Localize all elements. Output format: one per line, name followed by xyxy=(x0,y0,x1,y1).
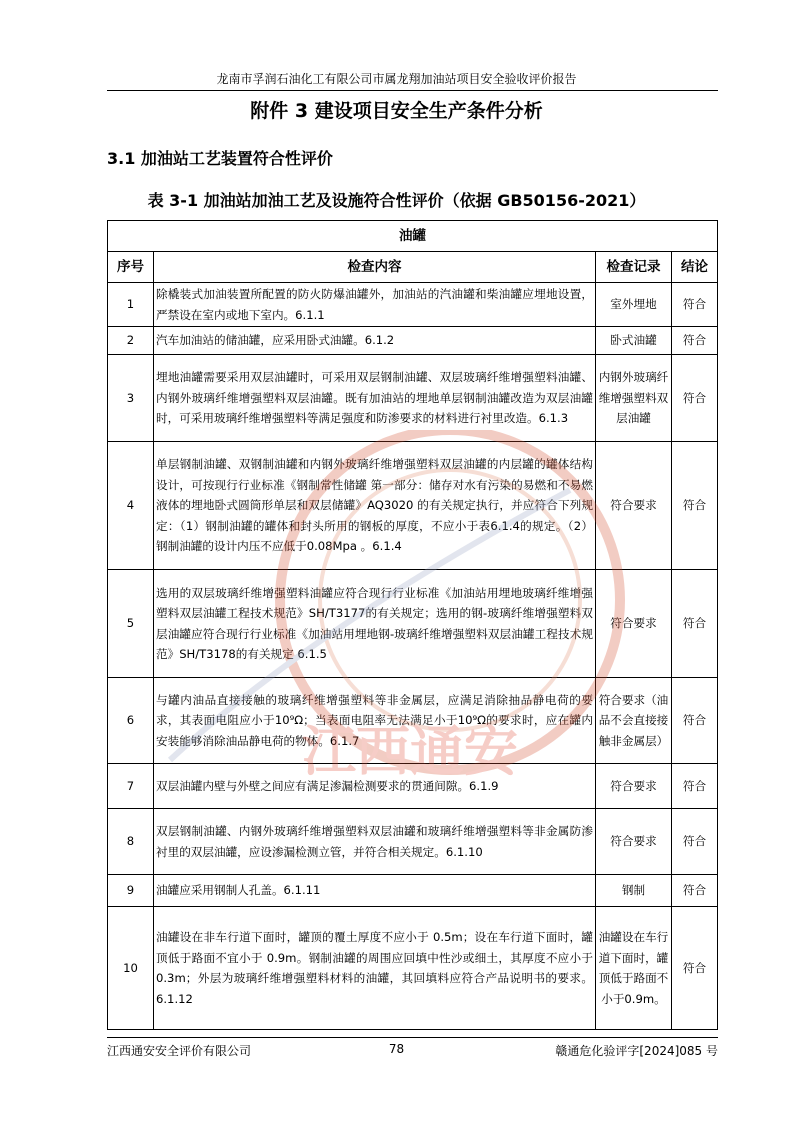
evaluation-table xyxy=(107,220,718,1030)
row-number: 4 xyxy=(108,442,154,570)
running-header: 龙南市孚润石油化工有限公司市属龙翔加油站项目安全验收评价报告 xyxy=(216,72,577,86)
row-number: 1 xyxy=(108,283,154,327)
table-row xyxy=(108,678,718,764)
table-row xyxy=(108,875,718,907)
table-row xyxy=(108,327,718,355)
row-record: 符合要求 xyxy=(596,764,672,809)
row-result: 符合 xyxy=(672,327,718,355)
row-record: 室外埋地 xyxy=(596,283,672,327)
row-record: 符合要求（油品不会直接接触非金属层） xyxy=(596,678,672,764)
row-content: 油罐设在非车行道下面时，罐顶的覆土厚度不应小于 0.5m；设在车行道下面时，罐顶低于路面不宜小于 0.9m。钢制油罐的周围应回填中性沙或细土，其厚度不应小于 0.3m；外层为玻璃纤维增强塑料材料的油罐，其回填料应符合产品说明书的要求。6.1.12 xyxy=(154,907,596,1030)
row-number: 3 xyxy=(108,355,154,442)
row-content: 与罐内油品直接接触的玻璃纤维增强塑料等非金属层，应满足消除抽品静电荷的要求，其表面电阻应小于10⁹Ω；当表面电阻率无法满足小于10⁹Ω的要求时，应在罐内安装能够消除油品静电荷的物体。6.1.7 xyxy=(154,678,596,764)
table-row xyxy=(108,907,718,1030)
row-number: 10 xyxy=(108,907,154,1030)
table-row xyxy=(108,442,718,570)
row-content: 双层油罐内壁与外壁之间应有满足渗漏检测要求的贯通间隙。6.1.9 xyxy=(154,764,596,809)
appendix-title: 附件 3 建设项目安全生产条件分析 xyxy=(250,100,543,122)
row-result: 符合 xyxy=(672,764,718,809)
footer-company: 江西通安安全评价有限公司 xyxy=(107,1044,252,1058)
row-number: 9 xyxy=(108,875,154,907)
row-content: 油罐应采用钢制人孔盖。6.1.11 xyxy=(154,875,596,907)
row-record: 油罐设在车行道下面时，罐顶低于路面不小于0.9m。 xyxy=(596,907,672,1030)
row-result: 符合 xyxy=(672,678,718,764)
header-rule xyxy=(107,90,718,91)
row-number: 8 xyxy=(108,809,154,875)
row-record: 符合要求 xyxy=(596,570,672,678)
table-row xyxy=(108,809,718,875)
row-result: 符合 xyxy=(672,442,718,570)
table-title: 表 3-1 加油站加油工艺及设施符合性评价（依据 GB50156-2021） xyxy=(147,191,646,210)
row-result: 符合 xyxy=(672,809,718,875)
row-record: 内钢外玻璃纤维增强塑料双层油罐 xyxy=(596,355,672,442)
page-number: 78 xyxy=(388,1042,405,1056)
row-content: 单层钢制油罐、双钢制油罐和内钢外玻璃纤维增强塑料双层油罐的内层罐的罐体结构设计，可按现行行业标准《钢制常性储罐 第一部分：储存对水有污染的易燃和不易燃液体的埋地卧式圆筒形单层和双层储罐》AQ3020 的有关规定执行，并应符合下列规定：（1）钢制油罐的罐体和封头所用的钢板的厚度，不应小于表6.1.4的规定。（2）钢制油罐的设计内压不应低于0.08Mpa 。6.1.4 xyxy=(154,442,596,570)
column-header-no: 序号 xyxy=(108,252,154,283)
section-title: 3.1 加油站工艺装置符合性评价 xyxy=(107,149,333,168)
table-row xyxy=(108,764,718,809)
column-header-result: 结论 xyxy=(672,252,718,283)
table-group-header: 油罐 xyxy=(108,221,718,252)
row-content: 汽车加油站的储油罐，应采用卧式油罐。6.1.2 xyxy=(154,327,596,355)
row-content: 双层钢制油罐、内钢外玻璃纤维增强塑料双层油罐和玻璃纤维增强塑料等非金属防渗衬里的双层油罐，应设渗漏检测立管，并符合相关规定。6.1.10 xyxy=(154,809,596,875)
row-record: 卧式油罐 xyxy=(596,327,672,355)
watermark-text: 江西通安 xyxy=(302,720,518,783)
column-header-content: 检查内容 xyxy=(154,252,596,283)
footer-rule xyxy=(107,1037,718,1038)
row-result: 符合 xyxy=(672,283,718,327)
row-result: 符合 xyxy=(672,907,718,1030)
column-header-record: 检查记录 xyxy=(596,252,672,283)
row-result: 符合 xyxy=(672,570,718,678)
table-row xyxy=(108,570,718,678)
row-number: 2 xyxy=(108,327,154,355)
row-record: 符合要求 xyxy=(596,809,672,875)
row-record: 钢制 xyxy=(596,875,672,907)
row-number: 6 xyxy=(108,678,154,764)
row-result: 符合 xyxy=(672,875,718,907)
table-row xyxy=(108,355,718,442)
row-content: 埋地油罐需要采用双层油罐时，可采用双层钢制油罐、双层玻璃纤维增强塑料油罐、内钢外玻璃纤维增强塑料双层油罐。既有加油站的埋地单层钢制油罐改造为双层油罐时，可采用玻璃纤维增强塑料等满足强度和防渗要求的材料进行衬里改造。6.1.3 xyxy=(154,355,596,442)
row-content: 选用的双层玻璃纤维增强塑料油罐应符合现行行业标准《加油站用埋地玻璃纤维增强塑料双层油罐工程技术规范》SH/T3177的有关规定；选用的钢-玻璃纤维增强塑料双层油罐应符合现行行业标准《加油站用埋地钢-玻璃纤维增强塑料双层油罐工程技术规范》SH/T3178的有关规定 6.1.5 xyxy=(154,570,596,678)
row-number: 5 xyxy=(108,570,154,678)
row-content: 除橇装式加油装置所配置的防火防爆油罐外，加油站的汽油罐和柴油罐应埋地设置，严禁设在室内或地下室内。6.1.1 xyxy=(154,283,596,327)
row-number: 7 xyxy=(108,764,154,809)
row-result: 符合 xyxy=(672,355,718,442)
row-record: 符合要求 xyxy=(596,442,672,570)
footer-code: 赣通危化验评字[2024]085 号 xyxy=(555,1044,718,1058)
table-row xyxy=(108,283,718,327)
